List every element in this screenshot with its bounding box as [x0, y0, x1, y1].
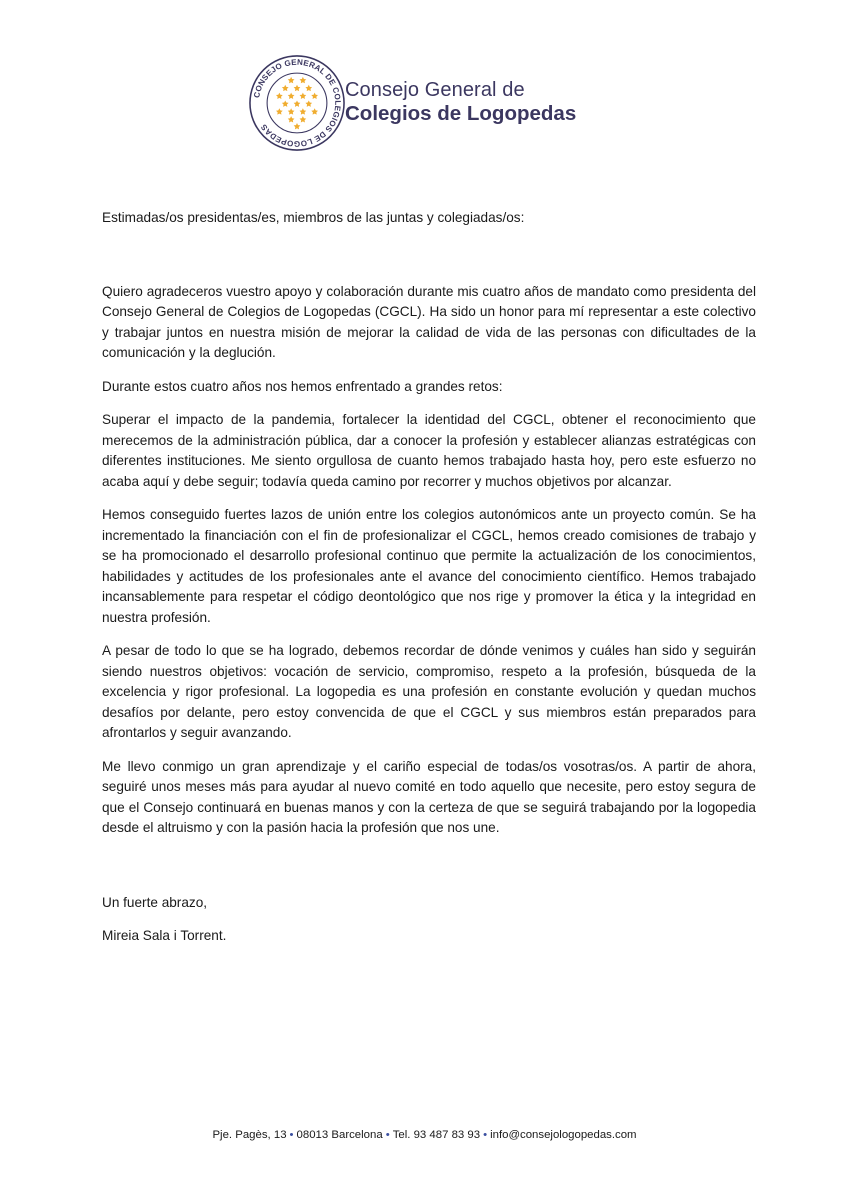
salutation: Estimadas/os presidentas/es, miembros de las juntas y colegiadas/os: [102, 210, 525, 225]
footer-contact [0, 1129, 849, 1141]
seal-text: CONSEJO GENERAL DE COLEGIOS DE LOGOPEDAS [252, 57, 343, 149]
paragraph-challenges: Superar el impacto de la pandemia, fortalecer la identidad del CGCL, obtener el reconocimiento que merecemos de la administración pública, dar a conocer la profesión y establecer alianzas estratégicas con diferentes instituciones. Me siento orgullosa de cuanto hemos trabajado hasta hoy, pero este esfuerzo no acaba aquí y debe seguir; todavía queda camino por recorrer y muchos objetivos por alcanzar. [102, 412, 756, 489]
org-name-line1: Consejo General de [345, 79, 525, 101]
paragraph-farewell: Me llevo conmigo un gran aprendizaje y el cariño especial de todas/os vosotras/os. A partir de ahora, seguiré unos meses más para ayudar al nuevo comité en todo aquello que necesite, pero estoy segura de que el Consejo continuará en buenas manos y con la certeza de que se seguirá trabajando por la logopedia desde el altruismo y con la pasión hacia la profesión que nos une. [102, 758, 756, 835]
organization-name [345, 78, 665, 126]
letterhead [248, 54, 668, 154]
org-name-line2: Colegios de Logopedas [345, 102, 577, 125]
footer-city: 08013 Barcelona [296, 1129, 383, 1141]
signature: Mireia Sala i Torrent. [102, 928, 227, 943]
footer-address: Pje. Pagès, 13 [212, 1129, 287, 1141]
paragraph-challenges-intro: Durante estos cuatro años nos hemos enfrentado a grandes retos: [102, 378, 503, 394]
closing: Un fuerte abrazo, [102, 894, 208, 910]
bullet-separator: • [483, 1129, 488, 1141]
paragraph-objectives: A pesar de todo lo que se ha logrado, debemos recordar de dónde venimos y cuáles han sido y seguirán siendo nuestros objetivos: vocación de servicio, compromiso, respeto a la profesión, búsqueda de la excelencia y rigor profesional. La logopedia es una profesión en constante evolución y quedan muchos desafíos por delante, pero estoy convencida de que el CGCL y sus miembros están preparados para afrontarlos y seguir avanzando. [102, 643, 756, 740]
footer-email: info@consejologopedas.com [490, 1129, 637, 1141]
seal-stars [276, 77, 318, 129]
letter-body [102, 208, 756, 947]
bullet-separator: • [289, 1129, 294, 1141]
paragraph-gratitude: Quiero agradeceros vuestro apoyo y colaboración durante mis cuatro años de mandato como presidenta del Consejo General de Colegios de Logopedas (CGCL). Ha sido un honor para mí representar a este colectivo y trabajar juntos en nuestra misión de mejorar la calidad de vida de las personas con dificultades de la comunicación y la deglución. [102, 283, 756, 360]
seal-logo-icon [248, 54, 346, 152]
footer-phone: Tel. 93 487 83 93 [392, 1129, 481, 1141]
paragraph-achievements: Hemos conseguido fuertes lazos de unión entre los colegios autonómicos ante un proyecto común. Se ha incrementado la financiación con el fin de profesionalizar el CGCL, hemos creado comisiones de trabajo y se ha promocionado el desarrollo profesional continuo que permite la actualización de los conocimientos, habilidades y actitudes de los profesionales ante el avance del conocimiento científico. Hemos trabajado incansablemente para respetar el código deontológico que nos rige y promover la ética y la integridad en nuestra profesión. [102, 507, 756, 625]
bullet-separator: • [385, 1129, 390, 1141]
